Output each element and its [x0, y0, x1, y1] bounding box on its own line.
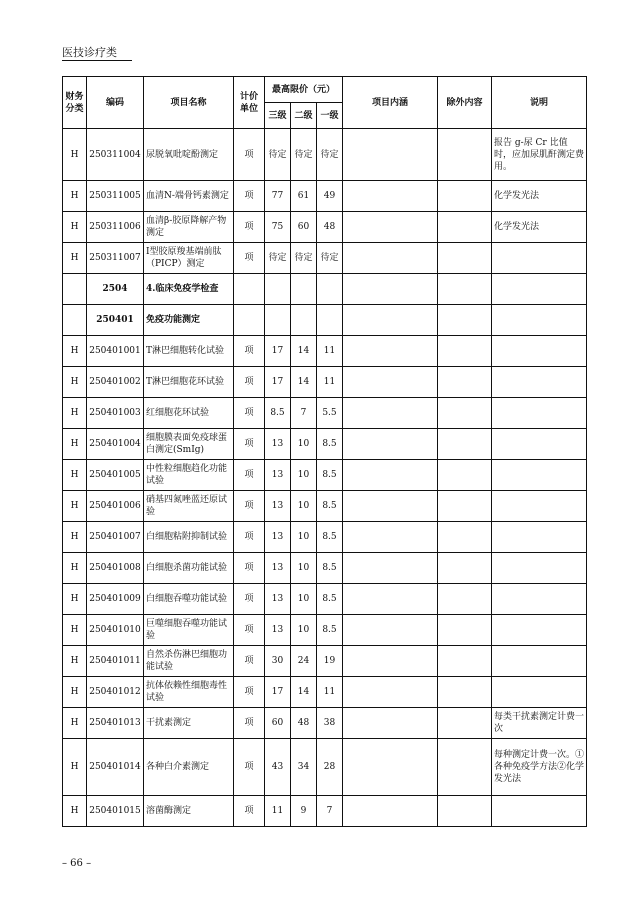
cell-category [63, 305, 87, 336]
table-row [63, 460, 587, 491]
cell-unit: 项 [234, 491, 265, 522]
cell-category: H [63, 584, 87, 615]
cell-price-level2 [291, 274, 317, 305]
cell-category: H [63, 367, 87, 398]
cell-price-level1: 19 [317, 646, 343, 677]
table-row [63, 429, 587, 460]
cell-price-level1: 49 [317, 181, 343, 212]
col-max-price: 最高限价（元） [265, 77, 343, 103]
cell-excluded [438, 553, 492, 584]
cell-price-level2: 14 [291, 677, 317, 708]
cell-content [343, 796, 438, 827]
cell-excluded [438, 243, 492, 274]
section-header: 医技诊疗类 [62, 46, 117, 59]
cell-price-level3: 8.5 [265, 398, 291, 429]
table-row [63, 584, 587, 615]
cell-code: 250401009 [87, 584, 144, 615]
page-number: – 66 – [62, 858, 92, 869]
cell-category: H [63, 212, 87, 243]
cell-category: H [63, 181, 87, 212]
cell-price-level1: 8.5 [317, 615, 343, 646]
col-category: 财务分类 [63, 77, 87, 129]
cell-category: H [63, 677, 87, 708]
cell-name: 巨噬细胞吞噬功能试验 [144, 615, 234, 646]
cell-price-level1: 48 [317, 212, 343, 243]
cell-name: 自然杀伤淋巴细胞功能试验 [144, 646, 234, 677]
cell-category: H [63, 129, 87, 181]
cell-content [343, 522, 438, 553]
table-row [63, 274, 587, 305]
cell-notes: 报告 g-尿 Cr 比值时，应加尿肌酐测定费用。 [492, 129, 587, 181]
col-level2: 二级 [291, 103, 317, 129]
table-row [63, 181, 587, 212]
cell-price-level3: 43 [265, 739, 291, 796]
cell-name: 血清N-端骨钙素测定 [144, 181, 234, 212]
cell-category: H [63, 398, 87, 429]
cell-price-level1: 11 [317, 677, 343, 708]
col-level1: 一级 [317, 103, 343, 129]
cell-price-level1 [317, 305, 343, 336]
cell-code: 2504 [87, 274, 144, 305]
cell-notes [492, 584, 587, 615]
cell-content [343, 398, 438, 429]
cell-notes [492, 429, 587, 460]
cell-unit: 项 [234, 796, 265, 827]
cell-category: H [63, 739, 87, 796]
cell-name: Ⅰ型胶原羧基端前肽（PICP）测定 [144, 243, 234, 274]
cell-price-level3: 待定 [265, 129, 291, 181]
cell-name: 红细胞花环试验 [144, 398, 234, 429]
cell-unit: 项 [234, 460, 265, 491]
cell-price-level2: 34 [291, 739, 317, 796]
table-row [63, 739, 587, 796]
cell-price-level3: 13 [265, 460, 291, 491]
cell-content [343, 274, 438, 305]
cell-code: 250401013 [87, 708, 144, 739]
cell-content [343, 739, 438, 796]
cell-price-level1: 11 [317, 367, 343, 398]
table-row [63, 129, 587, 181]
cell-code: 250401011 [87, 646, 144, 677]
cell-notes: 化学发光法 [492, 212, 587, 243]
cell-content [343, 129, 438, 181]
cell-content [343, 429, 438, 460]
cell-unit: 项 [234, 129, 265, 181]
cell-notes [492, 677, 587, 708]
cell-excluded [438, 677, 492, 708]
cell-notes [492, 796, 587, 827]
cell-price-level2: 61 [291, 181, 317, 212]
cell-excluded [438, 708, 492, 739]
cell-notes [492, 305, 587, 336]
table-row [63, 646, 587, 677]
table-row [63, 305, 587, 336]
cell-name: T淋巴细胞转化试验 [144, 336, 234, 367]
cell-price-level2: 10 [291, 429, 317, 460]
col-name: 项目名称 [144, 77, 234, 129]
cell-price-level1: 8.5 [317, 553, 343, 584]
cell-excluded [438, 739, 492, 796]
cell-notes [492, 398, 587, 429]
cell-price-level1 [317, 274, 343, 305]
cell-excluded [438, 212, 492, 243]
cell-notes [492, 367, 587, 398]
cell-code: 250401006 [87, 491, 144, 522]
cell-content [343, 677, 438, 708]
cell-name: 溶菌酶测定 [144, 796, 234, 827]
cell-content [343, 212, 438, 243]
cell-code: 250311005 [87, 181, 144, 212]
cell-price-level3: 13 [265, 491, 291, 522]
cell-excluded [438, 491, 492, 522]
cell-code: 250401001 [87, 336, 144, 367]
table-row [63, 677, 587, 708]
col-content: 项目内涵 [343, 77, 438, 129]
cell-code: 250401002 [87, 367, 144, 398]
cell-notes [492, 243, 587, 274]
table-row [63, 243, 587, 274]
cell-price-level3: 13 [265, 553, 291, 584]
cell-content [343, 708, 438, 739]
cell-content [343, 553, 438, 584]
cell-notes [492, 553, 587, 584]
cell-price-level2: 待定 [291, 243, 317, 274]
cell-category: H [63, 522, 87, 553]
cell-price-level2: 10 [291, 584, 317, 615]
cell-name: T淋巴细胞花环试验 [144, 367, 234, 398]
cell-code: 250401008 [87, 553, 144, 584]
cell-unit: 项 [234, 646, 265, 677]
cell-unit: 项 [234, 522, 265, 553]
cell-price-level2: 10 [291, 460, 317, 491]
cell-name: 抗体依赖性细胞毒性试验 [144, 677, 234, 708]
cell-content [343, 305, 438, 336]
cell-price-level3: 待定 [265, 243, 291, 274]
cell-unit [234, 274, 265, 305]
cell-price-level1: 28 [317, 739, 343, 796]
cell-name: 免疫功能测定 [144, 305, 234, 336]
cell-notes [492, 522, 587, 553]
cell-price-level3: 17 [265, 367, 291, 398]
cell-content [343, 584, 438, 615]
cell-name: 硝基四氮唑蓝还原试验 [144, 491, 234, 522]
cell-price-level2: 24 [291, 646, 317, 677]
cell-category: H [63, 460, 87, 491]
cell-price-level1: 38 [317, 708, 343, 739]
cell-excluded [438, 615, 492, 646]
cell-content [343, 646, 438, 677]
cell-price-level1: 11 [317, 336, 343, 367]
cell-content [343, 367, 438, 398]
cell-excluded [438, 336, 492, 367]
table-row [63, 367, 587, 398]
cell-category: H [63, 708, 87, 739]
cell-unit: 项 [234, 677, 265, 708]
cell-code: 250401005 [87, 460, 144, 491]
cell-unit [234, 305, 265, 336]
cell-price-level2: 10 [291, 553, 317, 584]
cell-price-level2 [291, 305, 317, 336]
cell-name: 尿脱氧吡啶酚测定 [144, 129, 234, 181]
cell-name: 白细胞粘附抑制试验 [144, 522, 234, 553]
cell-category: H [63, 491, 87, 522]
cell-notes [492, 615, 587, 646]
cell-code: 250401004 [87, 429, 144, 460]
cell-excluded [438, 522, 492, 553]
cell-price-level3: 13 [265, 522, 291, 553]
cell-excluded [438, 367, 492, 398]
cell-unit: 项 [234, 243, 265, 274]
cell-price-level1: 8.5 [317, 522, 343, 553]
cell-code: 250401 [87, 305, 144, 336]
cell-content [343, 491, 438, 522]
cell-price-level1: 待定 [317, 129, 343, 181]
cell-notes [492, 646, 587, 677]
table-row [63, 212, 587, 243]
cell-price-level1: 8.5 [317, 429, 343, 460]
cell-notes [492, 460, 587, 491]
cell-content [343, 336, 438, 367]
cell-name: 4.临床免疫学检查 [144, 274, 234, 305]
cell-price-level2: 10 [291, 522, 317, 553]
cell-price-level3: 30 [265, 646, 291, 677]
cell-category: H [63, 336, 87, 367]
cell-excluded [438, 274, 492, 305]
cell-unit: 项 [234, 336, 265, 367]
cell-unit: 项 [234, 398, 265, 429]
cell-excluded [438, 429, 492, 460]
cell-category: H [63, 553, 87, 584]
cell-price-level3: 13 [265, 429, 291, 460]
col-unit: 计价单位 [234, 77, 265, 129]
cell-name: 中性粒细胞趋化功能试验 [144, 460, 234, 491]
cell-price-level2: 60 [291, 212, 317, 243]
table-row [63, 522, 587, 553]
cell-category: H [63, 796, 87, 827]
price-table [62, 76, 587, 827]
cell-code: 250401010 [87, 615, 144, 646]
cell-content [343, 181, 438, 212]
cell-unit: 项 [234, 584, 265, 615]
cell-category: H [63, 646, 87, 677]
cell-price-level1: 8.5 [317, 491, 343, 522]
cell-price-level3: 60 [265, 708, 291, 739]
table-row [63, 615, 587, 646]
cell-price-level2: 14 [291, 336, 317, 367]
cell-excluded [438, 460, 492, 491]
cell-code: 250311004 [87, 129, 144, 181]
cell-content [343, 243, 438, 274]
cell-price-level3: 77 [265, 181, 291, 212]
cell-excluded [438, 796, 492, 827]
cell-category [63, 274, 87, 305]
cell-name: 白细胞杀菌功能试验 [144, 553, 234, 584]
table-row [63, 398, 587, 429]
cell-price-level3: 11 [265, 796, 291, 827]
cell-name: 血清β-胶原降解产物测定 [144, 212, 234, 243]
cell-unit: 项 [234, 615, 265, 646]
cell-price-level2: 待定 [291, 129, 317, 181]
cell-notes [492, 274, 587, 305]
cell-excluded [438, 646, 492, 677]
cell-price-level3: 17 [265, 677, 291, 708]
cell-unit: 项 [234, 181, 265, 212]
table-row [63, 796, 587, 827]
header-underline [62, 60, 132, 61]
cell-name: 细胞膜表面免疫球蛋白测定(SmIg) [144, 429, 234, 460]
cell-name: 干扰素测定 [144, 708, 234, 739]
table-row [63, 491, 587, 522]
cell-price-level1: 待定 [317, 243, 343, 274]
cell-notes: 每类干扰素测定计费一次 [492, 708, 587, 739]
cell-code: 250401007 [87, 522, 144, 553]
table-row [63, 336, 587, 367]
cell-price-level3: 17 [265, 336, 291, 367]
cell-price-level1: 8.5 [317, 584, 343, 615]
cell-unit: 项 [234, 212, 265, 243]
col-code: 编码 [87, 77, 144, 129]
cell-category: H [63, 615, 87, 646]
cell-content [343, 460, 438, 491]
cell-excluded [438, 305, 492, 336]
cell-excluded [438, 129, 492, 181]
cell-unit: 项 [234, 367, 265, 398]
cell-code: 250311006 [87, 212, 144, 243]
cell-unit: 项 [234, 429, 265, 460]
cell-content [343, 615, 438, 646]
cell-notes [492, 336, 587, 367]
cell-price-level1: 8.5 [317, 460, 343, 491]
table-row [63, 708, 587, 739]
cell-excluded [438, 181, 492, 212]
cell-excluded [438, 398, 492, 429]
col-excluded: 除外内容 [438, 77, 492, 129]
cell-price-level3 [265, 305, 291, 336]
cell-price-level3: 13 [265, 615, 291, 646]
table-row [63, 553, 587, 584]
col-notes: 说明 [492, 77, 587, 129]
cell-price-level1: 7 [317, 796, 343, 827]
col-level3: 三级 [265, 103, 291, 129]
cell-code: 250401015 [87, 796, 144, 827]
cell-unit: 项 [234, 708, 265, 739]
cell-unit: 项 [234, 553, 265, 584]
cell-category: H [63, 243, 87, 274]
cell-unit: 项 [234, 739, 265, 796]
cell-price-level2: 9 [291, 796, 317, 827]
cell-code: 250401012 [87, 677, 144, 708]
cell-name: 白细胞吞噬功能试验 [144, 584, 234, 615]
cell-price-level2: 10 [291, 615, 317, 646]
cell-price-level2: 48 [291, 708, 317, 739]
cell-excluded [438, 584, 492, 615]
cell-price-level2: 14 [291, 367, 317, 398]
cell-price-level3 [265, 274, 291, 305]
cell-price-level3: 13 [265, 584, 291, 615]
cell-category: H [63, 429, 87, 460]
cell-price-level2: 10 [291, 491, 317, 522]
cell-price-level3: 75 [265, 212, 291, 243]
cell-name: 各种白介素测定 [144, 739, 234, 796]
cell-notes: 化学发光法 [492, 181, 587, 212]
cell-price-level2: 7 [291, 398, 317, 429]
cell-price-level1: 5.5 [317, 398, 343, 429]
cell-notes [492, 491, 587, 522]
cell-code: 250401003 [87, 398, 144, 429]
cell-code: 250311007 [87, 243, 144, 274]
cell-notes: 每种测定计费一次。①各种免疫学方法②化学发光法 [492, 739, 587, 796]
cell-code: 250401014 [87, 739, 144, 796]
